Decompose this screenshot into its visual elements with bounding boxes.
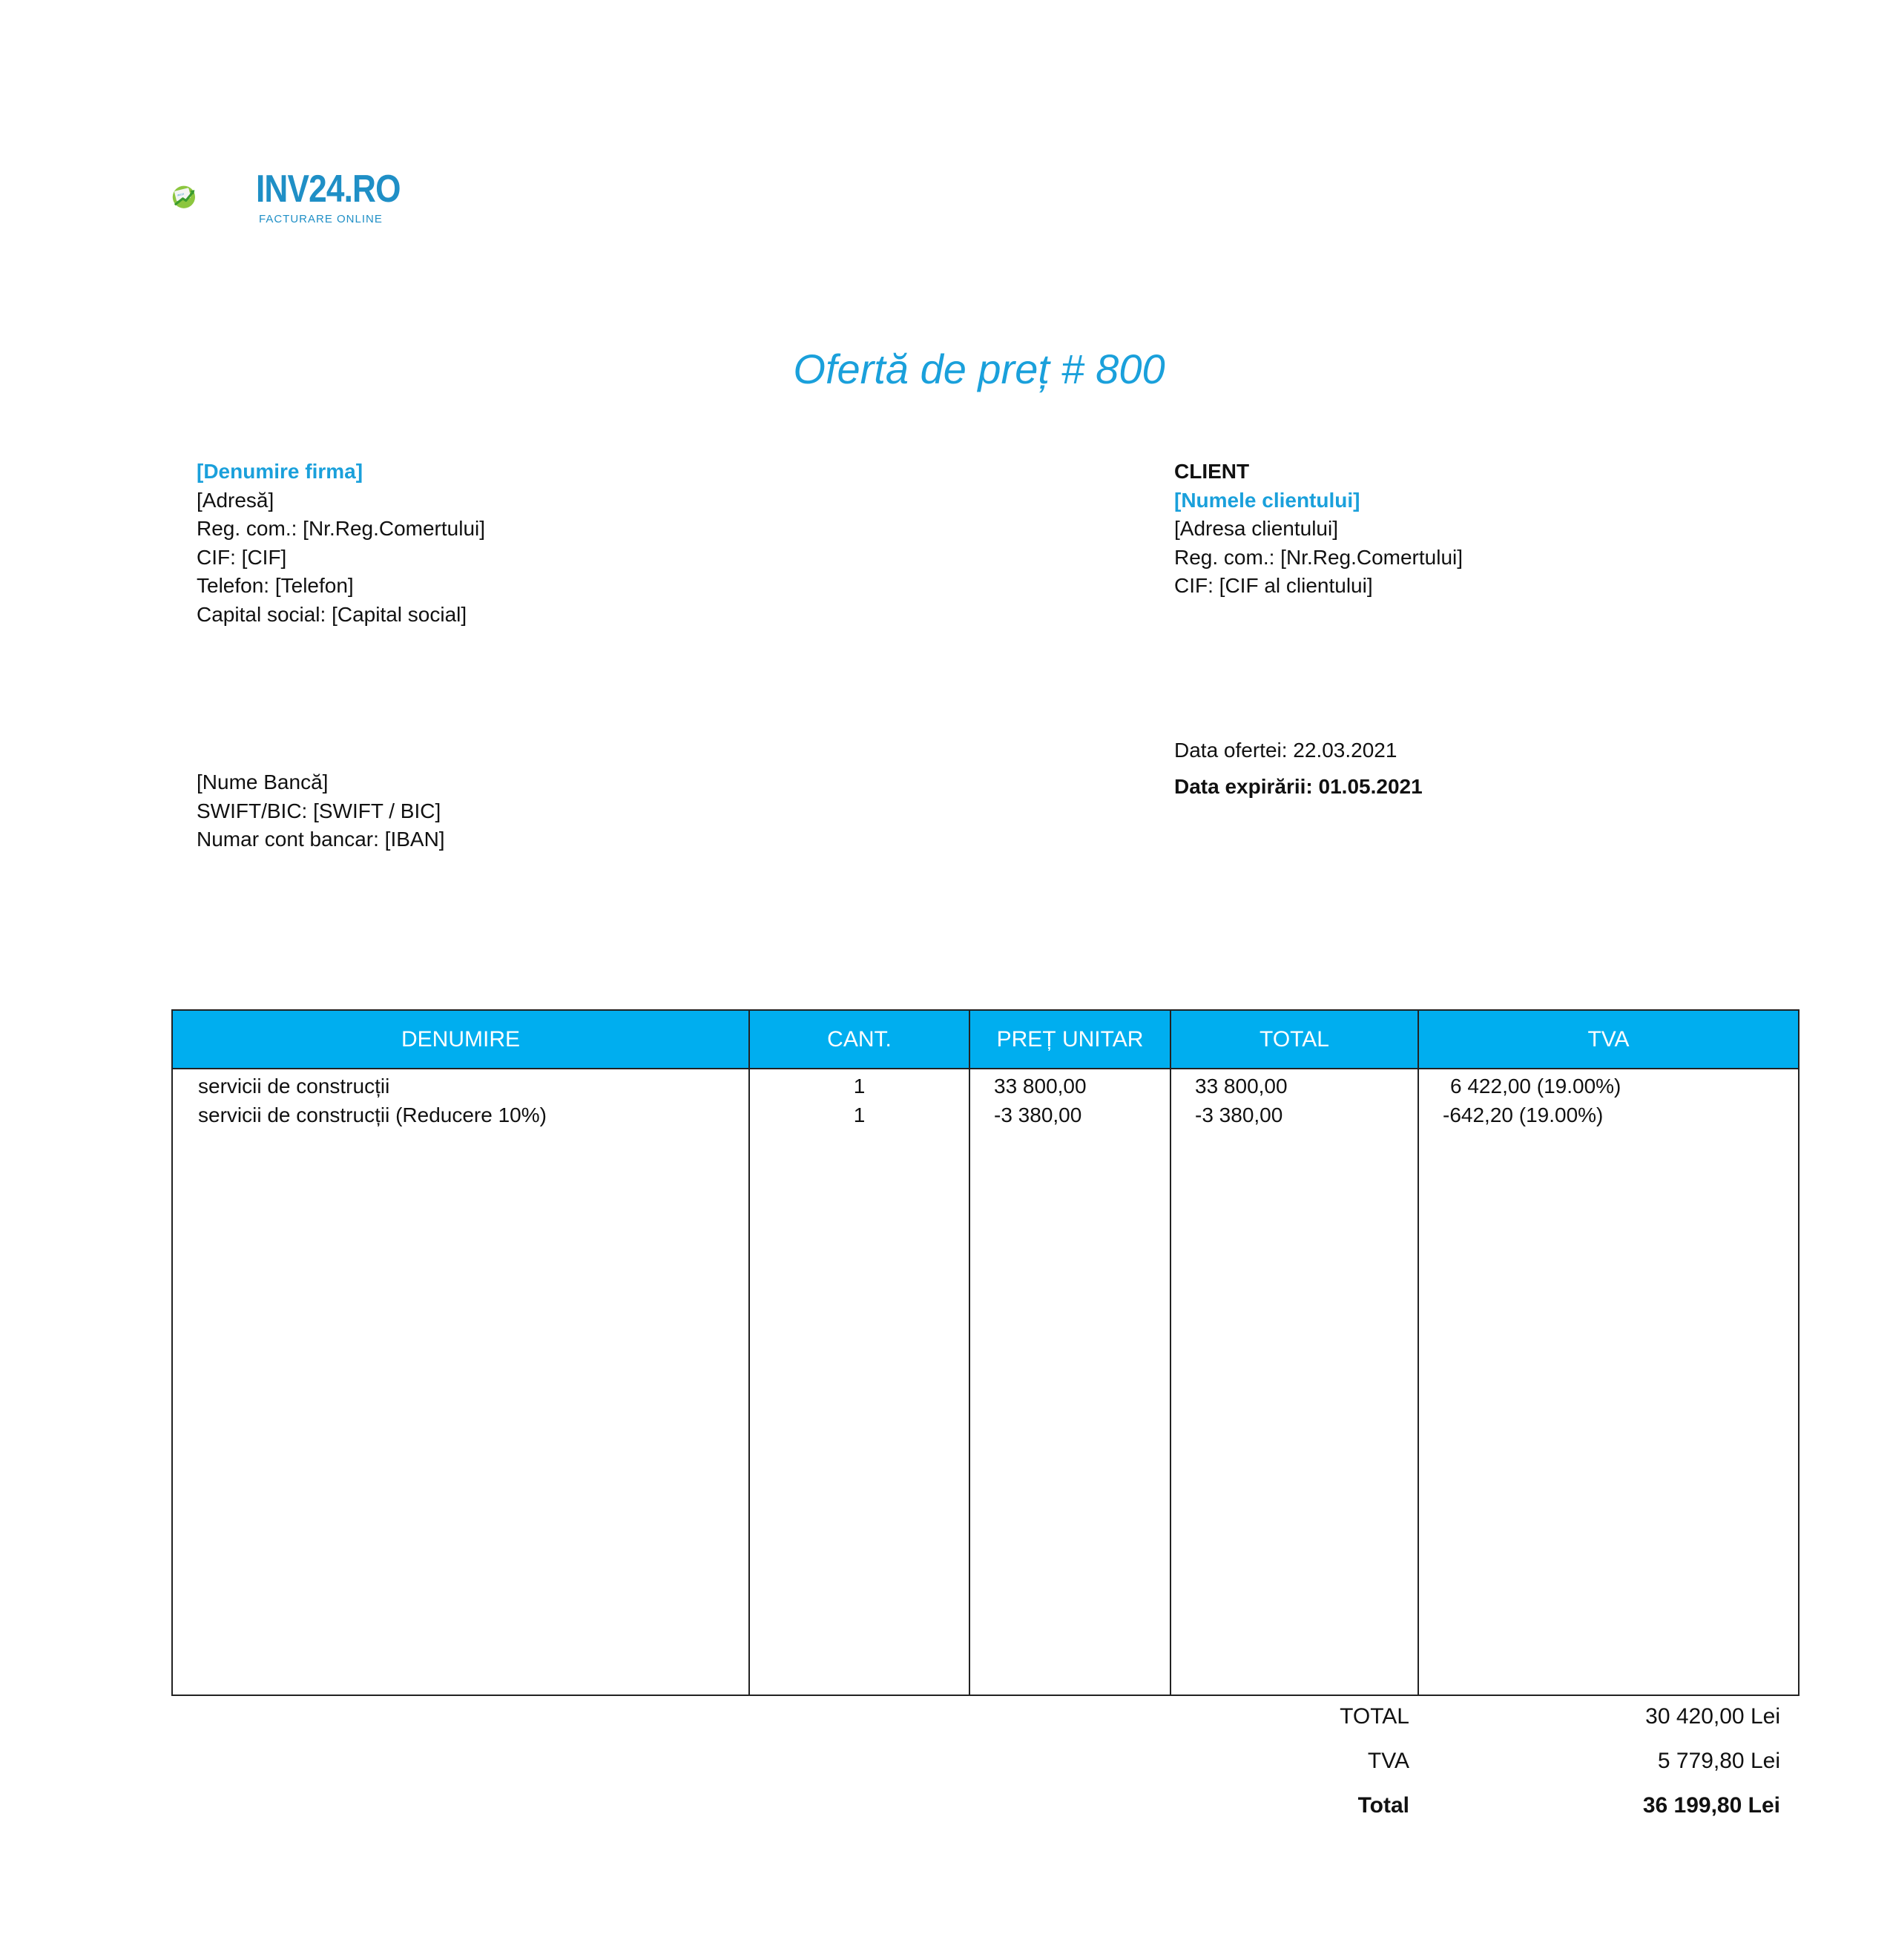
table-row-2-price: -3 380,00	[994, 1103, 1082, 1126]
seller-reg-com: Reg. com.: [Nr.Reg.Comertului]	[197, 517, 486, 540]
bank-block	[197, 768, 445, 854]
totals-subtotal-value: 30 420,00 Lei	[1645, 1704, 1780, 1729]
client-address: [Adresa clientului]	[1174, 517, 1339, 540]
header-tva: TVA	[1418, 1010, 1799, 1069]
items-qty-column	[749, 1069, 969, 1695]
totals-grand-label: Total	[1357, 1793, 1409, 1818]
seller-block	[197, 458, 485, 629]
logo-name: INV24.RO	[256, 168, 401, 211]
table-row-1-qty: 1	[853, 1075, 866, 1098]
table-row-2-name: servicii de construcții (Reducere 10%)	[198, 1103, 547, 1126]
table-row-1-name: servicii de construcții	[198, 1075, 390, 1098]
table-row-1-total: 33 800,00	[1195, 1075, 1288, 1098]
table-row-2-total: -3 380,00	[1195, 1103, 1283, 1126]
seller-name: [Denumire firma]	[197, 460, 363, 483]
offer-date: Data ofertei: 22.03.2021	[1174, 739, 1397, 762]
items-vat-column	[1418, 1069, 1799, 1695]
totals-vat-value: 5 779,80 Lei	[1657, 1749, 1780, 1773]
header-pret-unitar: PREȚ UNITAR	[969, 1010, 1170, 1069]
bank-swift: SWIFT/BIC: [SWIFT / BIC]	[197, 799, 441, 822]
client-reg-com: Reg. com.: [Nr.Reg.Comertului]	[1174, 545, 1463, 569]
table-row-2-vat: -642,20 (19.00%)	[1443, 1103, 1604, 1126]
table-body	[172, 1069, 1799, 1695]
client-cif: CIF: [CIF al clientului]	[1174, 574, 1373, 597]
logo-badge-text: INV24	[177, 192, 185, 197]
seller-capital: Capital social: [Capital social]	[197, 602, 467, 626]
bank-iban: Numar cont bancar: [IBAN]	[197, 828, 445, 851]
items-price-column	[969, 1069, 1170, 1695]
table-row-2-qty: 1	[853, 1103, 866, 1126]
logo-tagline: FACTURARE ONLINE	[259, 213, 383, 225]
totals-vat-label: TVA	[1367, 1749, 1409, 1773]
seller-phone: Telefon: [Telefon]	[197, 574, 354, 597]
document-title: Ofertă de preț # 800	[793, 346, 1165, 392]
header-total: TOTAL	[1170, 1010, 1418, 1069]
client-name: [Numele clientului]	[1174, 488, 1360, 512]
items-total-column	[1170, 1069, 1418, 1695]
header-denumire: DENUMIRE	[172, 1010, 749, 1069]
table-row-1-vat: 6 422,00 (19.00%)	[1450, 1075, 1621, 1098]
header-cant: CANT.	[749, 1010, 969, 1069]
client-block	[1174, 458, 1463, 601]
seller-cif: CIF: [CIF]	[197, 545, 287, 569]
table-row-1-price: 33 800,00	[994, 1075, 1087, 1098]
totals-grand-value: 36 199,80 Lei	[1642, 1793, 1780, 1818]
expiry-date: Data expirării: 01.05.2021	[1174, 775, 1423, 798]
company-logo	[171, 159, 252, 234]
seller-address: [Adresă]	[197, 488, 274, 512]
bank-name: [Nume Bancă]	[197, 771, 329, 793]
table-header-row	[172, 1010, 1799, 1069]
items-name-column	[172, 1069, 749, 1695]
totals-subtotal-label: TOTAL	[1340, 1704, 1409, 1729]
items-table	[171, 1009, 1800, 1696]
dates-block	[1174, 732, 1423, 805]
client-heading: CLIENT	[1174, 460, 1250, 483]
